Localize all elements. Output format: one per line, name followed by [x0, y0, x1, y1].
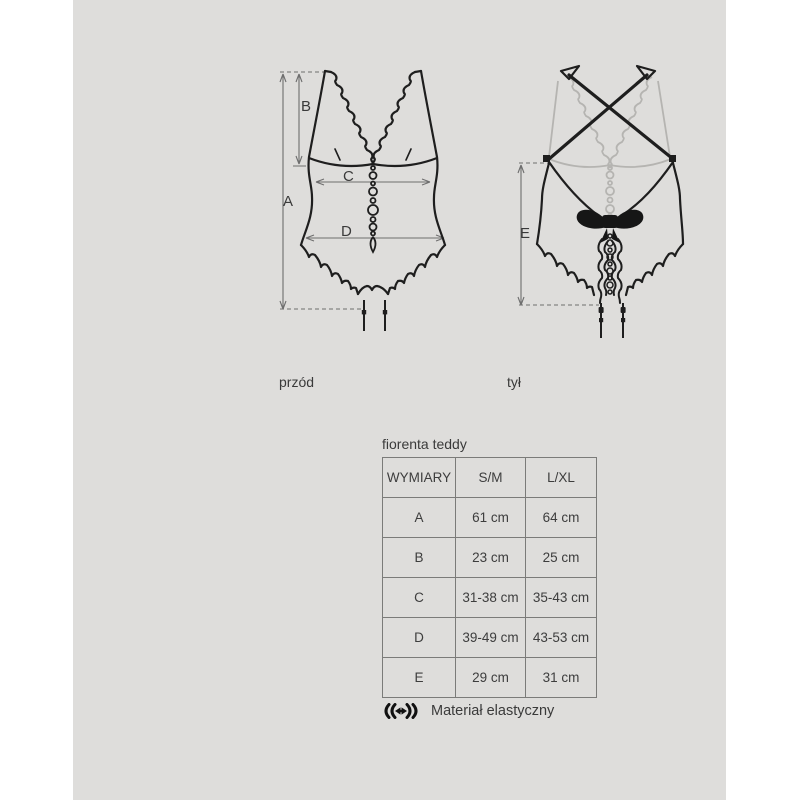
sm-cell: 23 cm: [456, 538, 526, 578]
back-center-chain: [607, 234, 613, 294]
front-garter-straps: [362, 300, 387, 331]
table-row: [383, 538, 597, 578]
back-crossed-straps: [543, 66, 676, 162]
dim-cell: E: [383, 658, 456, 698]
dim-label-b: B: [301, 98, 312, 115]
back-garter-straps: [599, 303, 626, 338]
dim-label-a: A: [283, 193, 294, 210]
dim-cell: A: [383, 498, 456, 538]
teddy-front-outline-drawing: [268, 55, 468, 345]
dim-label-d: D: [341, 223, 352, 240]
back-view-caption: tył: [507, 374, 521, 390]
dim-cell: B: [383, 538, 456, 578]
lxl-cell: 64 cm: [526, 498, 597, 538]
sm-cell: 29 cm: [456, 658, 526, 698]
table-row: [383, 498, 597, 538]
lxl-cell: 31 cm: [526, 658, 597, 698]
lxl-cell: 43-53 cm: [526, 618, 597, 658]
table-row: [383, 578, 597, 618]
front-view-caption: przód: [279, 374, 315, 390]
lxl-cell: 35-43 cm: [526, 578, 597, 618]
size-chart-header-row: [383, 458, 597, 498]
back-ghost-front-lines: [549, 77, 671, 218]
sm-cell: 31-38 cm: [456, 578, 526, 618]
lxl-cell: 25 cm: [526, 538, 597, 578]
dim-label-e: E: [520, 225, 531, 242]
back-garment-outline: [537, 162, 683, 295]
table-row: [383, 658, 597, 698]
content-panel: [73, 0, 726, 800]
sm-cell: 61 cm: [456, 498, 526, 538]
material-note-text: Materiał elastyczny: [431, 702, 555, 719]
size-chart-title: fiorenta teddy: [382, 436, 467, 452]
column-header-lxl: L/XL: [526, 458, 597, 498]
teddy-back-outline-drawing: [503, 55, 713, 345]
column-header-wymiary: WYMIARY: [383, 458, 456, 498]
table-row: [383, 618, 597, 658]
column-header-sm: S/M: [456, 458, 526, 498]
front-center-chain: [368, 166, 378, 252]
dim-cell: C: [383, 578, 456, 618]
sm-cell: 39-49 cm: [456, 618, 526, 658]
elastic-stretch-icon: [381, 703, 421, 719]
dim-label-c: C: [343, 168, 354, 185]
size-chart-table: [382, 457, 597, 698]
material-note-row: [381, 703, 554, 719]
dim-cell: D: [383, 618, 456, 658]
